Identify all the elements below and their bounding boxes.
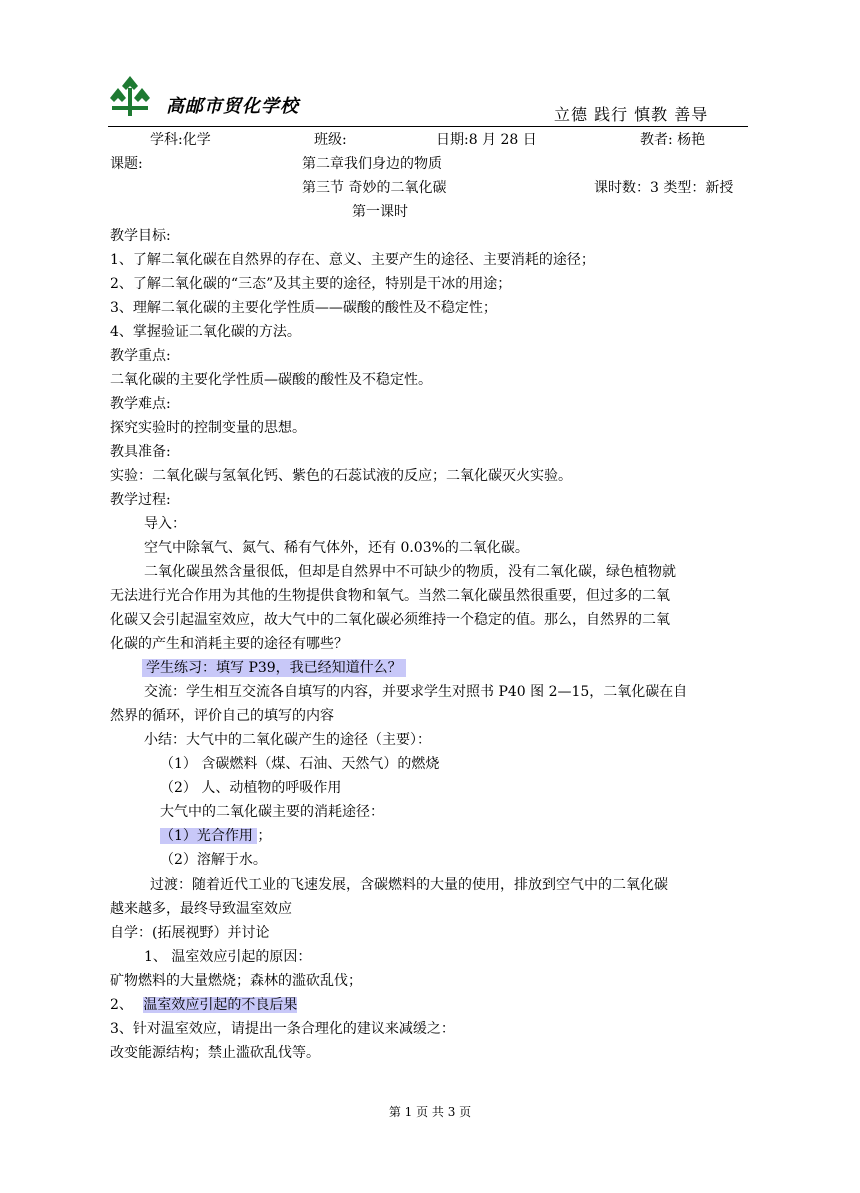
prep-text: 实验：二氧化碳与氢氧化钙、紫色的石蕊试液的反应；二氧化碳灭火实验。 xyxy=(110,468,572,484)
topic-label: 课题: xyxy=(110,156,143,172)
subject: 学科:化学 xyxy=(150,132,211,148)
exchange-line: 然界的循环，评价自己的填写的内容 xyxy=(110,708,334,724)
goal-item: 2、了解二氧化碳的“三态”及其主要的途径，特别是干冰的用途； xyxy=(110,276,512,292)
goals-label: 教学目标: xyxy=(110,228,171,244)
key-label: 教学重点: xyxy=(110,348,171,364)
page-footer: 第 1 页 共 3 页 xyxy=(388,1105,472,1119)
selfstudy: 自学：(拓展视野）并讨论 xyxy=(110,925,270,941)
transition-line: 过渡：随着近代工业的飞速发展，含碳燃料的大量的使用，排放到空气中的二氧化碳 xyxy=(150,877,668,893)
header-rule xyxy=(108,126,748,127)
consume-item-1: （1）光合作用 ； xyxy=(160,828,272,844)
lesson-number: 第一课时 xyxy=(352,204,408,220)
class-field: 班级: xyxy=(314,132,347,148)
consume-highlight: （1）光合作用 xyxy=(160,828,258,844)
paragraph-line: 二氧化碳虽然含量很低，但却是自然界中不可缺少的物质，没有二氧化碳，绿色植物就 xyxy=(144,564,676,580)
paragraph-line: 化碳的产生和消耗主要的途径有哪些？ xyxy=(110,636,348,652)
intro-label: 导入： xyxy=(144,516,186,532)
school-name: 高邮市贸化学校 xyxy=(166,96,299,117)
paragraph-line: 无法进行光合作用为其他的生物提供食物和氧气。当然二氧化碳虽然很重要，但过多的二氧 xyxy=(110,588,670,604)
intro-text: 空气中除氧气、氮气、稀有气体外，还有 0.03%的二氧化碳。 xyxy=(144,540,529,556)
difficult-label: 教学难点: xyxy=(110,396,171,412)
lesson-hours: 课时数：3 类型：新授 xyxy=(594,180,734,196)
school-logo xyxy=(108,72,164,120)
exchange-line: 交流：学生相互交流各自填写的内容，并要求学生对照书 P40 图 2—15，二氧化碳在自 xyxy=(144,684,688,700)
exercise-highlight: 学生练习：填写 P39，我已经知道什么？ xyxy=(142,659,406,677)
consume-label: 大气中的二氧化碳主要的消耗途径： xyxy=(160,804,384,820)
answer-1: 矿物燃料的大量燃烧；森林的滥砍乱伐； xyxy=(110,973,362,989)
chapter-title: 第二章我们身边的物质 xyxy=(302,156,442,172)
paragraph-line: 化碳又会引起温室效应，故大气中的二氧化碳必须维持一个稳定的值。那么，自然界的二氧 xyxy=(110,612,670,628)
question-2-highlight: 温室效应引起的不良后果 xyxy=(143,997,298,1013)
process-label: 教学过程: xyxy=(110,492,171,508)
question-3: 3、针对温室效应，请提出一条合理化的建议来减缓之： xyxy=(110,1021,455,1037)
transition-line: 越来越多，最终导致温室效应 xyxy=(110,901,292,917)
question-2: 2、 温室效应引起的不良后果 xyxy=(110,997,298,1013)
school-motto: 立德 践行 慎教 善导 xyxy=(554,105,709,124)
summary: 小结：大气中的二氧化碳产生的途径（主要）： xyxy=(144,732,431,748)
goal-item: 3、理解二氧化碳的主要化学性质——碳酸的酸性及不稳定性； xyxy=(110,300,497,316)
section-title: 第三节 奇妙的二氧化碳 xyxy=(302,180,447,196)
produce-item: （1） 含碳燃料（煤、石油、天然气）的燃烧 xyxy=(160,756,440,772)
teacher: 教者: 杨艳 xyxy=(640,132,706,148)
produce-item: （2） 人、动植物的呼吸作用 xyxy=(160,780,342,796)
goal-item: 4、掌握验证二氧化碳的方法。 xyxy=(110,324,301,340)
answer-3: 改变能源结构；禁止滥砍乱伐等。 xyxy=(110,1045,320,1061)
consume-item-2: （2）溶解于水。 xyxy=(160,852,267,868)
date: 日期:8 月 28 日 xyxy=(436,132,537,148)
goal-item: 1、了解二氧化碳在自然界的存在、意义、主要产生的途径、主要消耗的途径； xyxy=(110,252,595,268)
prep-label: 教具准备: xyxy=(110,444,171,460)
question-1: 1、 温室效应引起的原因： xyxy=(144,949,312,965)
difficult-text: 探究实验时的控制变量的思想。 xyxy=(110,420,306,436)
key-text: 二氧化碳的主要化学性质—碳酸的酸性及不稳定性。 xyxy=(110,372,432,388)
